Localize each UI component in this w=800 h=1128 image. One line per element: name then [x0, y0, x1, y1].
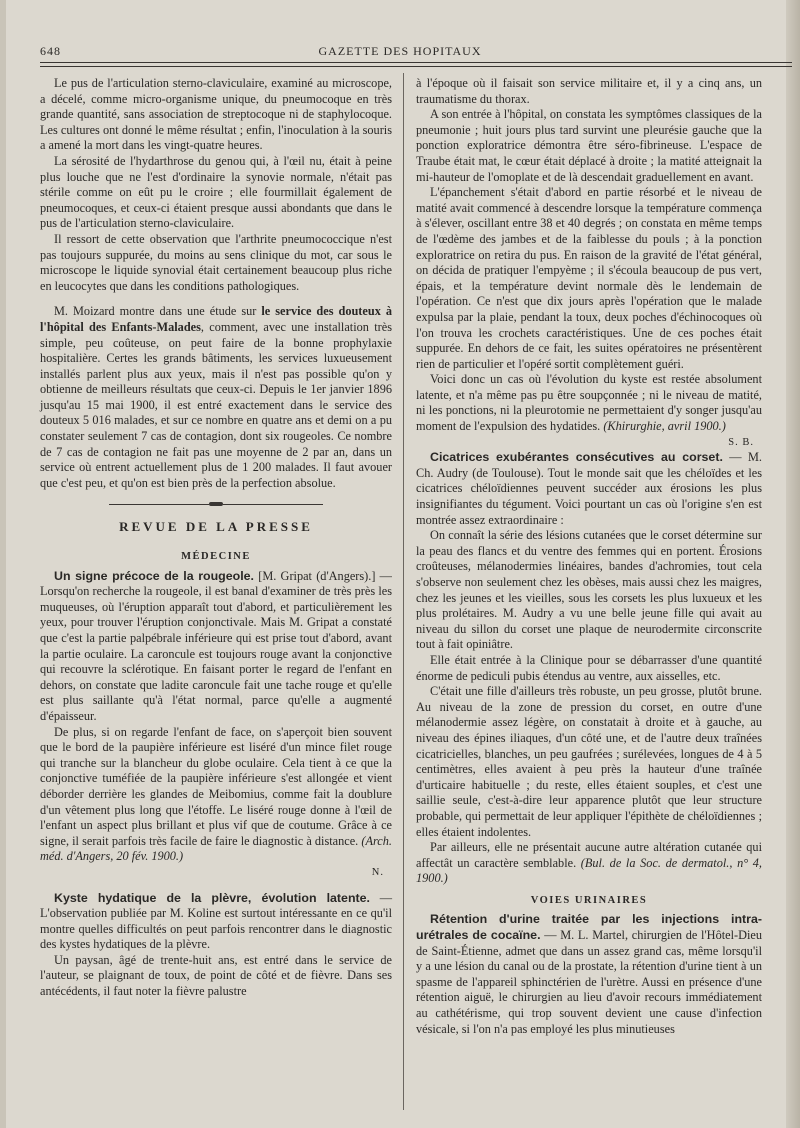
- paragraph-moizard: M. Moizard montre dans une étude sur le service des douteux à l'hôpital des Enfants-Malades, comment, avec une installation très simple, peu coûteuse, on peut faire de la bonne prophylaxie hospitalière. Certes les grands bâtiments, les services luxueusement installés parlent plus aux yeux, mais il n'est pas possible qu'on y obtienne de meilleurs résultats que ceux-ci. Depuis le 1er janvier 1896 jusqu'au 15 mai 1900, il est entré exactement dans le service des douteux 5 016 malades, et sur ce nombre en quatre ans et demi on a pu constater seulement 7 cas de contagion, dont six rougeoles. Ce nombre de 7 cas de contagion ne fait pas une moyenne de 2 par an, dans un service où entrent actuellement plus de 1 200 malades. Il faut avouer que c'est peu, et qu'on est bien près de la perfection absolue.: [40, 304, 392, 490]
- paragraph: De plus, si on regarde l'enfant de face, on s'aperçoit bien souvent que le bord de la paupière inférieure est liséré d'un mince filet rouge qui tranche sur la blancheur du globe oculaire. Cela tient à ce que la conjonctive tuméfiée de la paupière inférieure s'est allongée et vient déborder derrière les glandes de Meibomius, comme fait la doublure d'un vêtement plus long que l'étoffe. Le liséré rouge donne à l'œil de l'enfant un aspect plus brillant et plus vif que de coutume. Grâce à ce signe, il serait parfois très facile de faire le diagnostic à distance. (Arch. méd. d'Angers, 20 fév. 1900.): [40, 724, 392, 864]
- paragraph: L'épanchement s'était d'abord en partie résorbé et le niveau de matité avait commencé à descendre lorsque la température commença à s'élever, oscillant entre 38 et 40 degrés ; on constata en même temps de l'œdème des jambes et de la faiblesse du pouls ; à la ponction exploratrice on retira du pus. En raison de la gravité de l'état général, on décida de pratiquer l'empyème ; il s'écoula beaucoup de pus vert, épais, et la température devint normale dès le lendemain de l'opération. Ce n'est que dix jours après l'opération que le malade expulsa par la plaie, pendant la toux, deux poches d'échinocoques où l'on trouva les crochets caractéristiques. Une de ces poches était suppurée. En dehors de ce fait, les suites opératoires ne présentèrent rien de particulier et l'opéré sortit complètement guéri.: [416, 185, 762, 371]
- page-edge-left: [0, 0, 6, 1128]
- paragraph: Le pus de l'articulation sterno-claviculaire, examiné au microscope, a décelé, comme micro-organisme unique, du pneumocoque en très grande quantité, sans association de streptocoque ni de staphylocoque. Les cultures ont donné le même résultat ; enfin, l'inoculation à la souris a amené la mort dans les vingt-quatre heures.: [40, 76, 392, 153]
- paragraph: A son entrée à l'hôpital, on constata les symptômes classiques de la pneumonie ; huit jours plus tard survint une pleurésie gauche que la ponction exploratrice démontra être séro-fibrineuse. L'espace de Traube était mat, le cœur était déplacé à droite ; la matité atteignait la mi-hauteur de l'omoplate et de là descendait graduellement en avant.: [416, 107, 762, 184]
- column-divider: [403, 73, 404, 1110]
- paragraph: à l'époque où il faisait son service militaire et, il y a cinq ans, un traumatisme du thorax.: [416, 76, 762, 106]
- paragraph: Un paysan, âgé de trente-huit ans, est entré dans le service de l'auteur, se plaignant de toux, de point de côté et de fièvre. Dans ses antécédents, il faut noter la fièvre palustre: [40, 952, 392, 999]
- right-column: [416, 76, 762, 1037]
- article-kyste: Kyste hydatique de la plèvre, évolution latente. — L'observation publiée par M. Koline est surtout intéressante en ce qu'il montre quelles difficultés on peut parfois rencontrer dans le diagnostic des kystes hydatiques de la plèvre.: [40, 890, 393, 952]
- header-rule-thin: [40, 66, 792, 67]
- page-edge-right: [786, 0, 800, 1128]
- journal-title: GAZETTE DES HOPITAUX: [318, 44, 482, 58]
- article-retention: Rétention d'urine traitée par les injections intra-urétrales de cocaïne. — M. L. Martel, chirurgien de l'Hôtel-Dieu de Saint-Étienne, admet que dans un assez grand cas, même lorsqu'il y a une lésion du canal ou de la prostate, la rétention d'urine tient à un spasme de l'appareil sphinctérien de l'urètre. Aussi en présence d'une rétention aiguë, le chirurgien au lieu d'avoir recours immédiatement au cathétérisme, qui trop souvent devient une cause d'infection vésicale, si l'on n'a pas employé les plus minutieuses: [416, 912, 763, 1036]
- left-column: [40, 76, 392, 1000]
- author-initials: N.: [371, 866, 384, 878]
- paragraph: La sérosité de l'hydarthrose du genou qui, à l'œil nu, était à peine plus louche que ne l'est d'ordinaire la synovie normale, n'était pas stérile comme on eût pu le croire ; elle fourmillait également de pneumocoques, et ceux-ci étaient presque aussi abondants que dans le pus de l'articulation sterno-claviculaire.: [40, 153, 392, 231]
- page-number: 648: [40, 44, 61, 58]
- subsection-title: MÉDECINE: [181, 551, 251, 563]
- section-title: REVUE DE LA PRESSE: [119, 519, 313, 535]
- paragraph: Par ailleurs, elle ne présentait aucune autre altération cutanée qui affectât un caractère semblable. (Bul. de la Soc. de dermatol., n° 4, 1900.): [416, 840, 762, 886]
- paragraph: Voici donc un cas où l'évolution du kyste est restée absolument latente, et n'a même pas pu être soupçonnée ; ni le niveau de matité, ni les ponctions, ni la pleurotomie ne permettaient d'y songer jusqu'au moment de l'expulsion des hydatides. (Khirurghie, avril 1900.): [416, 372, 762, 434]
- article-cicatrices: Cicatrices exubérantes consécutives au corset. — M. Ch. Audry (de Toulouse). Tout le monde sait que les chéloïdes et les cicatrices chéloïdiennes peuvent succéder aux érosions les plus insignifiantes du tégument. Voici pourtant un cas où l'origine s'en est montrée assez extraordinaire :: [416, 450, 762, 527]
- ornamental-divider: [40, 501, 392, 507]
- header-rule: [40, 62, 792, 63]
- paragraph: On connaît la série des lésions cutanées que le corset détermine sur la peau des flancs et du ventre des femmes qui en portent. Érosions croûteuses, mélanodermies linéaires, bandes d'achromies, tout cela s'observe non seulement chez les obèses, mais aussi chez les maigres, chez les jeunes et les vieilles, sous les corsets les plus luxueux et les plus prolétaires. M. Audry a vu une belle jeune fille qui avait au niveau du sillon du corset une plaque de neurodermite circonscrite tout à fait opiniâtre.: [416, 528, 762, 652]
- paragraph: Il ressort de cette observation que l'arthrite pneumococcique n'est pas toujours suppurée, du moins au sens clinique du mot, car sous le microscope le liquide synovial était certainement beaucoup plus riche en leucocytes que dans les conditions pathologiques.: [40, 231, 392, 293]
- paragraph: Elle était entrée à la Clinique pour se débarrasser d'une quantité énorme de pediculi pubis étendus au ventre, aux aisselles, etc.: [416, 652, 762, 683]
- paragraph: C'était une fille d'ailleurs très robuste, un peu grosse, plutôt brune. Au niveau de la zone de pression du corset, en outre d'une mélanodermie assez légère, on constatait à droite et à gauche, au niveau des épines iliaques, d'un côté une, et de l'autre deux traînées cicatricielles, blanches, un peu gaufrées ; surélevées, longues de 4 à 5 centimètres, elles avaient à peu près la hauteur d'une traînée d'urticaire habituelle ; du reste, elles étaient souples, et c'est une saillie seule, c'est-à-dire leur apparence plutôt que leur structure probable, qui permettait de leur appliquer l'épithète de chéloïdiennes ; elles étaient indolentes.: [416, 684, 762, 839]
- subsection-title: VOIES URINAIRES: [530, 894, 648, 906]
- running-header: [40, 44, 760, 60]
- article-rougeole: Un signe précoce de la rougeole. [M. Gripat (d'Angers).] — Lorsqu'on recherche la rougeole, il est banal d'examiner de très près les muqueuses, où l'éruption apparaît tout d'abord, et particulièrement les yeux, pour trouver l'éruption conjonctivale. Mais M. Gripat a constaté que c'est la partie palpébrale inférieure qui est prise tout d'abord, avant la partie oculaire. La caroncule est toujours rouge avant la conjonctive qui recouvre la sclérotique. En faisant porter le regard de l'enfant en dehors, on constate que ladite caroncule fait une tache rouge et qu'elle est plus saillante qu'à l'état normal, parce qu'elle a augmenté d'épaisseur.: [40, 568, 392, 723]
- author-initials: S. B.: [728, 436, 754, 448]
